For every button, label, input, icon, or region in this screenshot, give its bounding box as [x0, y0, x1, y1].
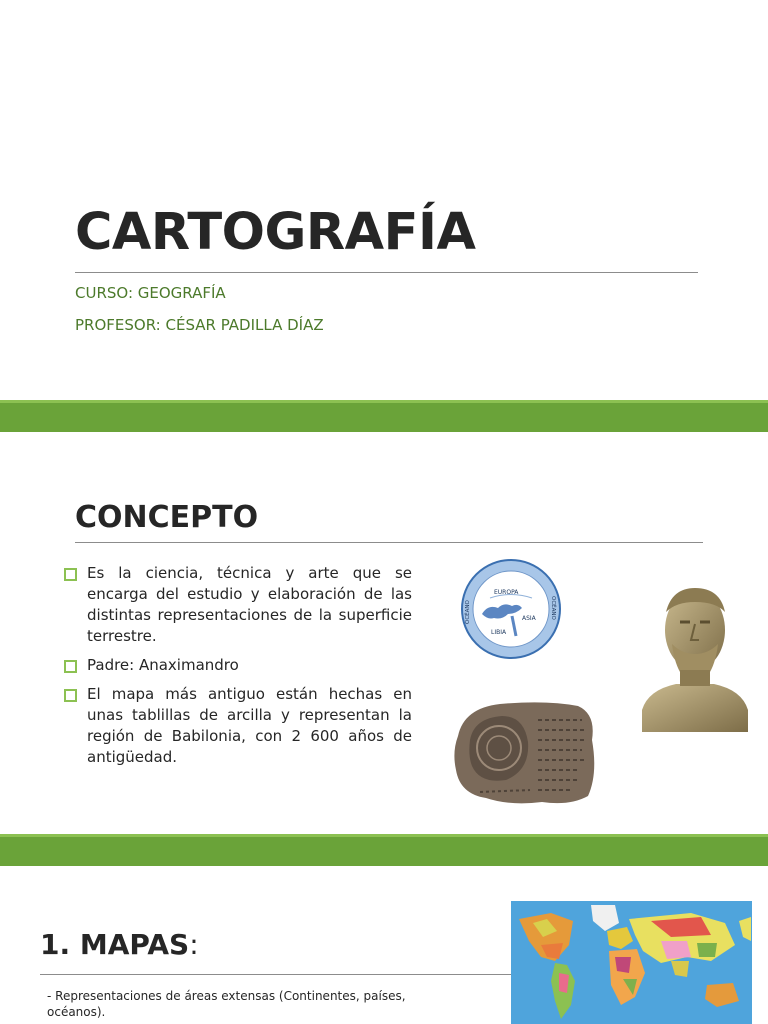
- maps-description: - Representaciones de áreas extensas (Continentes, países, océanos).: [47, 989, 406, 1019]
- title-divider: [75, 272, 698, 273]
- list-item: [62, 655, 412, 676]
- maps-divider: [40, 974, 520, 975]
- list-item: [62, 684, 412, 768]
- slide-separator: [0, 400, 768, 432]
- teacher-label: PROFESOR: CÉSAR PADILLA DÍAZ: [75, 316, 324, 334]
- world-political-map-image: [511, 901, 752, 1024]
- map-label-libia: LIBIA: [491, 629, 507, 636]
- concept-heading: CONCEPTO: [75, 500, 259, 535]
- checkbox-bullet-icon: [64, 568, 77, 581]
- map-label-ocean-right: OCÉANO: [550, 596, 556, 620]
- bullet-text: Padre: Anaximandro: [87, 656, 239, 674]
- anaximander-bust-image: [636, 582, 754, 734]
- anaximander-map-image: [460, 558, 562, 660]
- list-item: [62, 563, 412, 647]
- checkbox-bullet-icon: [64, 660, 77, 673]
- maps-heading-text: 1. MAPAS: [40, 928, 190, 961]
- title-slide: [0, 0, 768, 400]
- slide-separator: [0, 834, 768, 866]
- maps-heading-colon: :: [189, 928, 199, 961]
- map-label-ocean-left: OCÉANO: [465, 600, 471, 624]
- concept-divider: [75, 542, 703, 543]
- babylonian-tablet-image: [450, 700, 598, 808]
- bullet-text: Es la ciencia, técnica y arte que se encarga del estudio y elaboración de las distintas representaciones de la superficie terrestre.: [87, 564, 412, 645]
- maps-heading: [40, 928, 199, 961]
- bullet-text: El mapa más antiguo están hechas en unas tablillas de arcilla y representan la región de Babilonia, con 2 600 años de antigüedad.: [87, 685, 412, 766]
- checkbox-bullet-icon: [64, 689, 77, 702]
- course-label: CURSO: GEOGRAFÍA: [75, 284, 226, 302]
- map-label-europa: EUROPA: [494, 589, 519, 596]
- map-label-asia: ASIA: [522, 615, 536, 622]
- concept-bullet-list: [62, 563, 412, 776]
- slide-title: CARTOGRAFÍA: [75, 203, 476, 262]
